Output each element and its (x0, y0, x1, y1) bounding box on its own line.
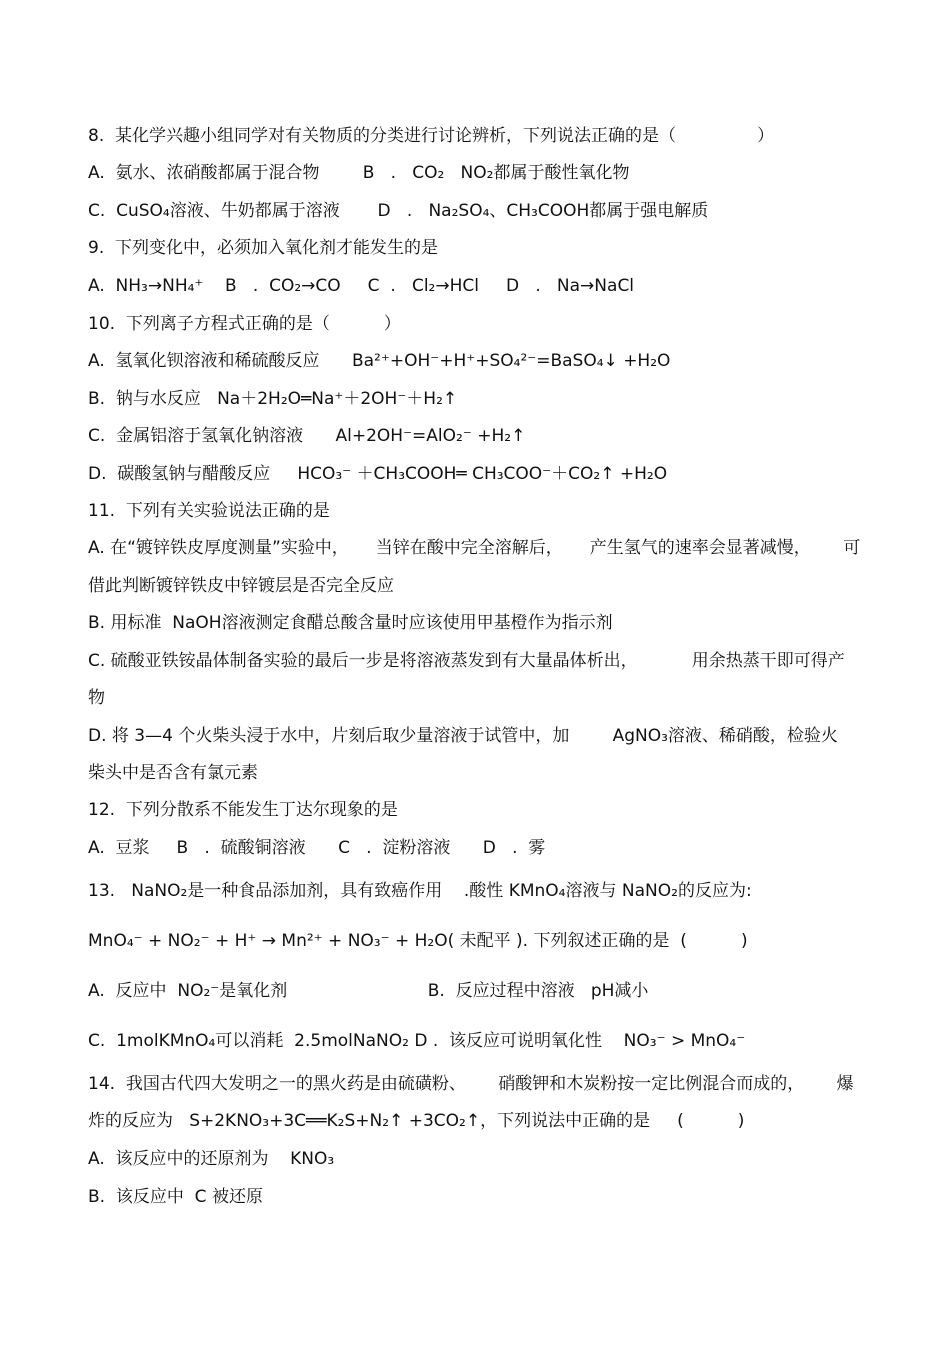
question-11-option-c-line-2: 物 (88, 688, 105, 708)
question-11-option-d-line-2: 柴头中是否含有氯元素 (88, 763, 258, 783)
question-13-stem: 13. NaNO₂是一种食品添加剂，具有致癌作用 .酸性 KMnO₄溶液与 NaNO₂的反应为: (88, 881, 752, 901)
question-11-option-b: B. 用标准 NaOH溶液测定食醋总酸含量时应该使用甲基橙作为指示剂 (88, 613, 613, 633)
question-13-equation: MnO₄⁻ + NO₂⁻ + H⁺ → Mn²⁺ + NO₃⁻ + H₂O( 未配平 ). 下列叙述正确的是 ( ) (88, 931, 748, 951)
question-12-options: A. 豆浆 B . 硫酸铜溶液 C . 淀粉溶液 D . 雾 (88, 838, 546, 858)
question-10-option-b: B. 钠与水反应 Na＋2H₂O═Na⁺＋2OH⁻＋H₂↑ (88, 389, 458, 409)
question-14-option-b: B. 该反应中 C 被还原 (88, 1187, 263, 1207)
question-14-stem-line-2: 炸的反应为 S+2KNO₃+3C══K₂S+N₂↑ +3CO₂↑，下列说法中正确的是 ( ) (88, 1111, 745, 1131)
question-13-options-ab: A. 反应中 NO₂⁻是氧化剂 B. 反应过程中溶液 pH减小 (88, 981, 649, 1001)
question-11-option-a-line-2: 借此判断镀锌铁皮中锌镀层是否完全反应 (88, 576, 394, 596)
question-10-option-d: D. 碳酸氢钠与醋酸反应 HCO₃⁻ ＋CH₃COOH═ CH₃COO⁻＋CO₂↑ +H₂O (88, 464, 668, 484)
question-14-option-a: A. 该反应中的还原剂为 KNO₃ (88, 1149, 335, 1169)
question-14-stem: 14. 我国古代四大发明之一的黑火药是由硫磺粉、 硝酸钾和木炭粉按一定比例混合而成的， 爆 (88, 1074, 854, 1094)
question-8-option-line-2: C. CuSO₄溶液、牛奶都属于溶液 D . Na₂SO₄、CH₃COOH都属于强电解质 (88, 201, 709, 221)
question-8-option-line-1: A. 氨水、浓硝酸都属于混合物 B . CO₂ NO₂都属于酸性氧化物 (88, 163, 630, 183)
question-9-stem: 9. 下列变化中，必须加入氧化剂才能发生的是 (88, 238, 439, 258)
question-11-option-a-line-1: A. 在“镀锌铁皮厚度测量”实验中， 当锌在酸中完全溶解后， 产生氢气的速率会显著减慢， 可 (88, 538, 861, 558)
question-11-stem: 11. 下列有关实验说法正确的是 (88, 501, 330, 521)
question-11-option-d-line-1: D. 将 3—4 个火柴头浸于水中，片刻后取少量溶液于试管中，加 AgNO₃溶液、稀硝酸，检验火 (88, 726, 838, 746)
question-10-option-c: C. 金属铝溶于氢氧化钠溶液 Al+2OH⁻=AlO₂⁻ +H₂↑ (88, 426, 526, 446)
question-10-stem: 10. 下列离子方程式正确的是（ ） (88, 314, 401, 334)
question-12-stem: 12. 下列分散系不能发生丁达尔现象的是 (88, 800, 398, 820)
question-8-stem: 8. 某化学兴趣小组同学对有关物质的分类进行讨论辨析，下列说法正确的是（ ） (88, 126, 775, 146)
question-10-option-a: A. 氢氧化钡溶液和稀硫酸反应 Ba²⁺+OH⁻+H⁺+SO₄²⁻=BaSO₄↓ +H₂O (88, 351, 671, 371)
question-11-option-c-line-1: C. 硫酸亚铁铵晶体制备实验的最后一步是将溶液蒸发到有大量晶体析出， 用余热蒸干即可得产 (88, 651, 845, 671)
question-9-options: A. NH₃→NH₄⁺ B . CO₂→CO C . Cl₂→HCl D . Na→NaCl (88, 276, 635, 296)
question-13-options-cd: C. 1molKMnO₄可以消耗 2.5molNaNO₂ D . 该反应可说明氧化性 NO₃⁻ > MnO₄⁻ (88, 1031, 746, 1051)
